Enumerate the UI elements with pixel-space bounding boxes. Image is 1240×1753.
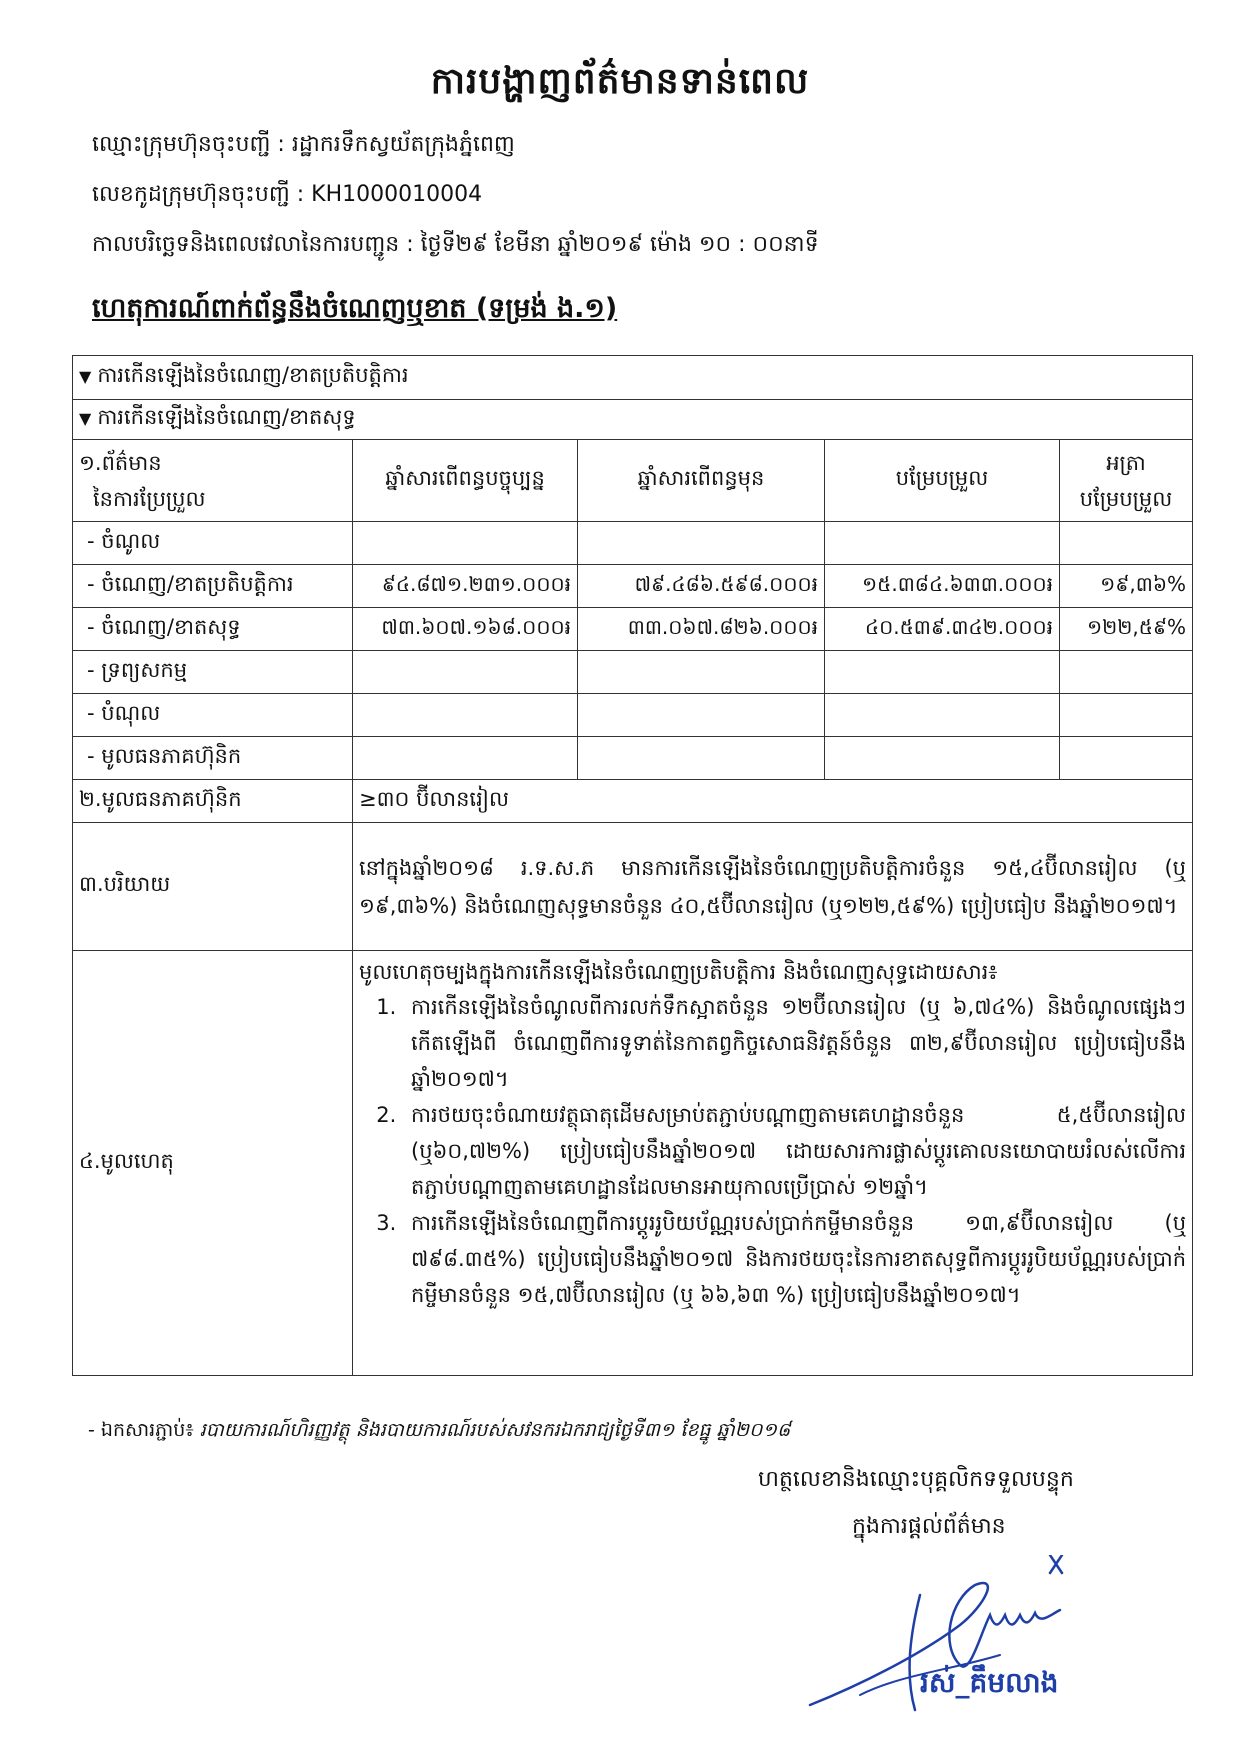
triangle-down-icon: ▼	[79, 409, 92, 428]
reason-item: 3. ការកើនឡើងនៃចំណេញពីការប្ដូររូបិយប័ណ្ណរបស់ប្រាក់កម្ចីមានចំនួន ១៣,៩ប៊ីលានរៀល (ឬ ៧៩៨.៣៥%) ប្រៀបធៀបនឹងឆ្នាំ២០១៧ និងការថយចុះនៃការខាតសុទ្ធពីការប្ដូររូបិយប័ណ្ណរបស់ប្រាក់កម្ចីមានចំនួន ១៥,៧ប៊ីលានរៀល (ឬ ៦៦,៦៣ %) ប្រៀបធៀបនឹងឆ្នាំ២០១៧។	[403, 1205, 1186, 1313]
triangle-down-icon: ▼	[79, 367, 92, 386]
cell-rate	[1060, 737, 1193, 780]
header-previous-year: ឆ្នាំសារពើពន្ធមុន	[578, 440, 825, 522]
cell-rate: ១៩,៣៦%	[1060, 565, 1193, 608]
row-label: - ទ្រព្យសកម្ម	[73, 651, 353, 694]
equity-row	[73, 780, 1193, 823]
explanation-row	[73, 823, 1193, 951]
check-row	[73, 356, 1193, 400]
cell-change: ១៥.៣៨៤.៦៣៣.០០០៛	[825, 565, 1060, 608]
cell-previous	[578, 694, 825, 737]
reason-item: 1. ការកើនឡើងនៃចំណូលពីការលក់ទឹកស្អាតចំនួន ១២ប៊ីលានរៀល (ឬ ៦,៧៤%) និងចំណូលផ្សេងៗកើតឡើងពី ចំណេញពីការទូទាត់នៃកាតព្វកិច្ចសោធនិវត្តន៍ចំនួន ៣២,៩ប៊ីលានរៀល ប្រៀបធៀបនឹងឆ្នាំ២០១៧។	[403, 989, 1186, 1097]
signature-caption-line1: ហត្ថលេខានិងឈ្មោះបុគ្គលិកទទួលបន្ទុក	[758, 1467, 1074, 1492]
cell-previous: ៣៣.០៦៧.៨២៦.០០០៛	[578, 608, 825, 651]
table-header-row	[73, 440, 1193, 522]
reason-cell	[353, 951, 1193, 1376]
header-rate-line1: អត្រា	[1106, 450, 1146, 475]
attachment-label: - ឯកសារភ្ជាប់៖	[88, 1419, 194, 1441]
row-label: - ចំណេញ/ខាតប្រតិបត្តិការ	[73, 565, 353, 608]
cell-previous	[578, 522, 825, 565]
header-current-year: ឆ្នាំសារពើពន្ធបច្ចុប្បន្ន	[353, 440, 578, 522]
cell-rate	[1060, 694, 1193, 737]
signer-name: រស់_គឹមលាង	[920, 1666, 1059, 1699]
check-row	[73, 400, 1193, 440]
table-row	[73, 737, 1193, 780]
cell-change	[825, 651, 1060, 694]
cell-change	[825, 694, 1060, 737]
company-code-label: លេខកូដក្រុមហ៊ុនចុះបញ្ជី :	[92, 182, 305, 207]
reason-row	[73, 951, 1193, 1376]
table-row	[73, 694, 1193, 737]
company-name-line	[92, 130, 515, 162]
cell-rate: ១២២,៥៩%	[1060, 608, 1193, 651]
attachment-note	[88, 1418, 790, 1446]
row-label: - បំណុល	[73, 694, 353, 737]
check-item: ការកើនឡើងនៃចំណេញ/ខាតប្រតិបត្តិការ	[97, 363, 409, 387]
table-row	[73, 608, 1193, 651]
document-title: ការបង្ហាញព័ត៌មានទាន់ពេល	[430, 61, 810, 102]
reason-intro: មូលហេតុចម្បងក្នុងការកើនឡើងនៃចំណេញប្រតិបត្តិការ និងចំណេញសុទ្ធដោយសារ៖	[359, 960, 998, 984]
cell-current	[353, 694, 578, 737]
signature-caption-line2: ក្នុងការផ្ដល់ព័ត៌មាន	[852, 1514, 1006, 1539]
cell-rate	[1060, 651, 1193, 694]
cell-current	[353, 651, 578, 694]
cell-current: ៩៤.៨៧១.២៣១.០០០៛	[353, 565, 578, 608]
submission-datetime-label: កាលបរិច្ឆេទនិងពេលវេលានៃការបញ្ជូន :	[92, 232, 414, 257]
explanation-label: ៣.បរិយាយ	[73, 823, 353, 951]
submission-datetime-value: ថ្ងៃទី២៩ ខែមីនា ឆ្នាំ២០១៩ ម៉ោង ១០ : ០០នាទី	[420, 232, 819, 257]
table-row	[73, 565, 1193, 608]
table-row	[73, 522, 1193, 565]
header-item	[73, 440, 353, 522]
company-name-value: រដ្ឋាករទឹកស្វយ័តក្រុងភ្នំពេញ	[291, 132, 515, 157]
header-change: បម្រែបម្រួល	[825, 440, 1060, 522]
profit-loss-table	[72, 355, 1193, 1376]
header-item-line1: ១.ព័ត៌មាន	[79, 450, 162, 475]
reason-label: ៤.មូលហេតុ	[73, 951, 353, 1376]
cell-change: ៤០.៥៣៩.៣៤២.០០០៛	[825, 608, 1060, 651]
company-code-value: KH1000010004	[311, 182, 483, 207]
equity-value: ≥៣០ ប៊ីលានរៀល	[353, 780, 1193, 823]
row-label: - ចំណេញ/ខាតសុទ្ធ	[73, 608, 353, 651]
equity-label: ២.មូលធនភាគហ៊ុនិក	[73, 780, 353, 823]
cell-current	[353, 737, 578, 780]
row-label: - ចំណូល	[73, 522, 353, 565]
section-title: ហេតុការណ៍ពាក់ព័ន្ធនឹងចំណេញឬខាត (ទម្រង់ ង.១)	[92, 293, 618, 324]
check-item: ការកើនឡើងនៃចំណេញ/ខាតសុទ្ធ	[97, 405, 356, 429]
company-code-line	[92, 180, 482, 212]
cell-current	[353, 522, 578, 565]
row-label: - មូលធនភាគហ៊ុនិក	[73, 737, 353, 780]
check-cell	[73, 356, 1193, 400]
header-rate-line2: បម្រែបម្រួល	[1079, 486, 1173, 511]
header-item-line2: នៃការប្រែប្រួល	[93, 486, 206, 511]
cell-previous: ៧៩.៤៨៦.៥៩៨.០០០៛	[578, 565, 825, 608]
explanation-text: នៅក្នុងឆ្នាំ២០១៨ រ.ទ.ស.ភ មានការកើនឡើងនៃចំណេញប្រតិបត្តិការចំនួន ១៥,៤ប៊ីលានរៀល (ឬ ១៩,៣៦%) និងចំណេញសុទ្ធមានចំនួន ៤០,៥ប៊ីលានរៀល (ឬ១២២,៥៩%) ប្រៀបធៀប នឹងឆ្នាំ២០១៧។	[353, 823, 1193, 951]
reason-item: 2. ការថយចុះចំណាយវត្ថុធាតុដើមសម្រាប់តភ្ជាប់បណ្ដាញតាមគេហដ្ឋានចំនួន ៥,៥ប៊ីលានរៀល (ឬ៦០,៧២%) ប្រៀបធៀបនឹងឆ្នាំ២០១៧ ដោយសារការផ្លាស់ប្ដូរគោលនយោបាយរំលស់លើការតភ្ជាប់បណ្ដាញតាមគេហដ្ឋានដែលមានអាយុកាលប្រើប្រាស់ ១២ឆ្នាំ។	[403, 1097, 1186, 1205]
header-rate	[1060, 440, 1193, 522]
reason-list	[359, 989, 1186, 1313]
cell-change	[825, 522, 1060, 565]
company-name-label: ឈ្មោះក្រុមហ៊ុនចុះបញ្ជី :	[92, 132, 285, 157]
cell-previous	[578, 737, 825, 780]
cell-previous	[578, 651, 825, 694]
attachment-text: របាយការណ៍ហិរញ្ញវត្ថុ និងរបាយការណ៍របស់សវនករឯករាជ្យថ្ងៃទី៣១ ខែធ្នូ ឆ្នាំ២០១៨	[199, 1419, 791, 1441]
cell-rate	[1060, 522, 1193, 565]
cell-change	[825, 737, 1060, 780]
cell-current: ៧៣.៦០៧.១៦៨.០០០៛	[353, 608, 578, 651]
submission-datetime-line	[92, 230, 819, 262]
check-cell	[73, 400, 1193, 440]
table-row	[73, 651, 1193, 694]
